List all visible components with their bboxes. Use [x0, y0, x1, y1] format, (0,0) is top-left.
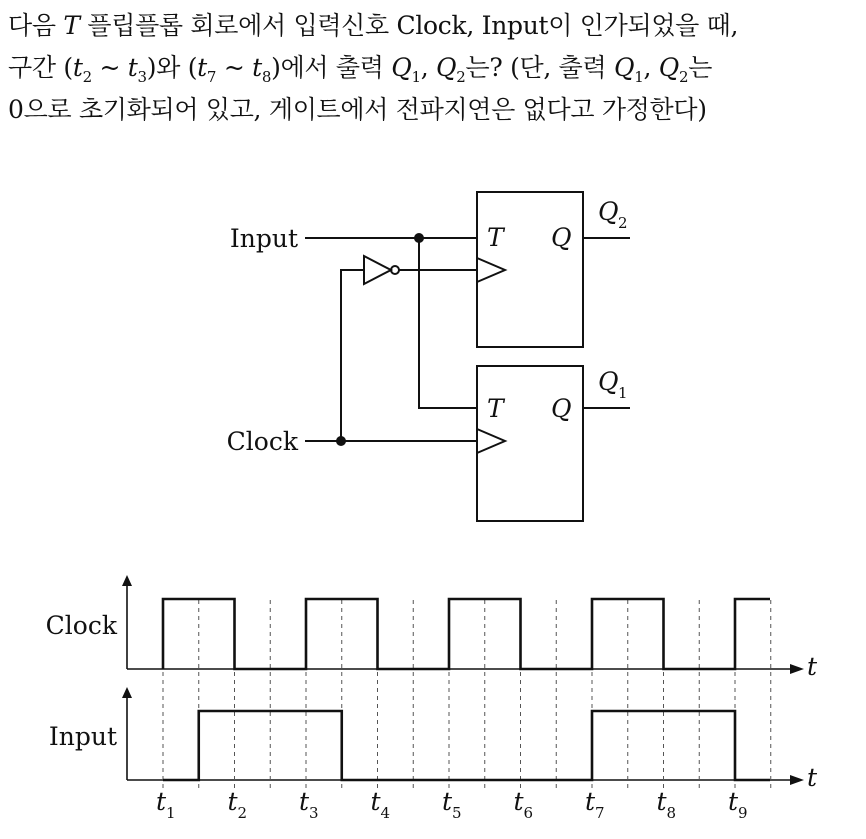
question-line-1-segment: 플립플롭 회로에서 입력신호 Clock, Input이 인가되었을 때, [79, 11, 739, 40]
time-tick-subscript: 4 [380, 804, 391, 822]
guide-lines [163, 600, 771, 790]
question-line-2-segment: , [420, 53, 437, 82]
time-tick-label: t [656, 787, 667, 816]
question-line-2-segment: t [252, 53, 262, 82]
question-line-2-segment: 8 [261, 68, 272, 86]
question-line-2-segment: Q [614, 53, 635, 82]
clock-axis-arrow [790, 664, 804, 674]
question-line-2-segment: 2 [82, 68, 92, 86]
question-line-2-segment: 1 [634, 68, 644, 86]
flipflop-q1-box [477, 366, 583, 521]
question-line-2-segment: 1 [411, 68, 421, 86]
time-tick-label: t [585, 787, 596, 816]
question-line-2-segment: 구간 ( [8, 53, 73, 82]
question-line-2-segment: Q [436, 53, 457, 82]
clock-branch-wire [341, 270, 364, 441]
circuit-clock-label: Clock [226, 427, 298, 456]
time-tick-label: t [728, 787, 739, 816]
flipflop-q2-t-label: T [487, 223, 504, 252]
inverter-gate [364, 256, 391, 284]
timing-diagram [46, 575, 818, 822]
question-line-2-segment: )에서 출력 [271, 53, 392, 82]
input-axis-t-label: t [807, 763, 818, 792]
question-line-2-segment: Q [658, 53, 679, 82]
question-line-1-segment: 다음 [8, 11, 64, 40]
time-tick-label: t [299, 787, 310, 816]
output-q2-name: Q [598, 197, 619, 226]
flipflop-q2-q-label: Q [551, 223, 572, 252]
question-line-2-segment: )와 ( [146, 53, 198, 82]
question-line-2-segment: 는 [688, 53, 713, 82]
time-tick-subscript: 9 [738, 804, 748, 822]
input-junction-dot [414, 233, 424, 243]
flipflop-q2-clock-triangle [477, 258, 505, 282]
clock-junction-dot [336, 436, 346, 446]
question-line-2-segment: 7 [206, 68, 217, 86]
question-line-2-segment: t [72, 53, 83, 82]
question-line-2-segment: 2 [678, 68, 689, 86]
question-line-2-segment: Q [391, 53, 412, 82]
time-tick-subscript: 1 [166, 804, 176, 822]
time-tick-subscript: 2 [237, 804, 248, 822]
flipflop-q2-box [477, 192, 583, 347]
time-tick-subscript: 3 [309, 804, 319, 822]
question-line-1-segment: T [63, 11, 80, 40]
circuit-input-label: Input [229, 224, 298, 253]
time-tick-labels [156, 787, 748, 822]
timing-clock-label: Clock [45, 611, 117, 640]
time-tick-label: t [442, 787, 453, 816]
circuit-diagram [305, 192, 630, 521]
time-tick-subscript: 6 [523, 804, 534, 822]
question-line-2-segment: 2 [456, 68, 466, 86]
output-q1-name: Q [598, 367, 619, 396]
flipflop-q1-q-label: Q [551, 394, 572, 423]
question-line-2-segment: , [643, 53, 659, 82]
time-tick-label: t [513, 787, 524, 816]
input-waveform [163, 711, 770, 780]
flipflop-q1-t-label: T [487, 394, 504, 423]
time-tick-label: t [227, 787, 238, 816]
flipflop-q1-clock-triangle [477, 429, 505, 453]
question-line-2-segment: 3 [137, 68, 147, 86]
question-line-2-segment: t [127, 53, 138, 82]
time-tick-label: t [156, 787, 167, 816]
input-axis-up-arrow [122, 687, 132, 698]
timing-input-label: Input [48, 722, 117, 751]
clock-axis-t-label: t [807, 652, 818, 681]
time-tick-label: t [370, 787, 381, 816]
input-axis-arrow [790, 775, 804, 785]
question-line-2-segment: ~ [216, 53, 253, 82]
question-line-3-segment: 0으로 초기화되어 있고, 게이트에서 전파지연은 없다고 가정한다) [8, 95, 707, 124]
output-q2-subscript: 2 [618, 214, 628, 232]
question-line-2-segment: 는? (단, 출력 [465, 53, 615, 82]
question-line-2-segment: t [197, 53, 207, 82]
output-q1-subscript: 1 [618, 384, 628, 402]
input-branch-wire [419, 238, 477, 408]
time-tick-subscript: 5 [452, 804, 462, 822]
question-line-2-segment: ~ [91, 53, 128, 82]
time-tick-subscript: 8 [666, 804, 677, 822]
time-tick-subscript: 7 [595, 804, 605, 822]
clock-waveform [163, 599, 770, 669]
clock-axis-up-arrow [122, 575, 132, 586]
